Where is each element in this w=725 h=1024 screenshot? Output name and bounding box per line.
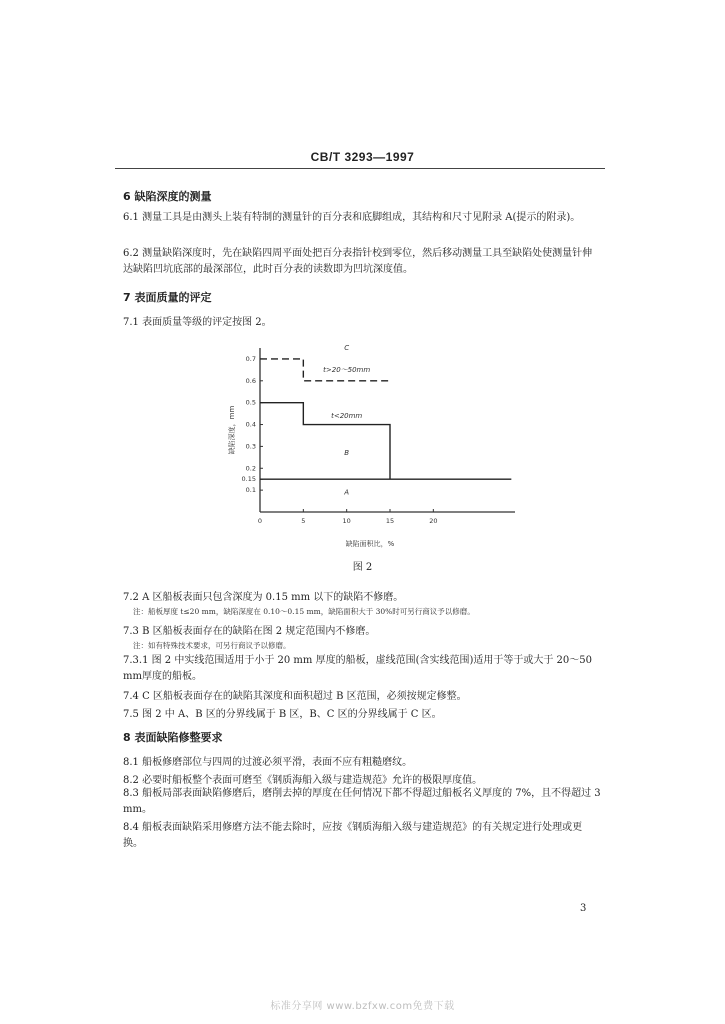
para-7-3-1: 7.3.1 图 2 中实线范围适用于小于 20 mm 厚度的船板，虚线范围(含实线范围)适用于等于或大于 20～50 mm厚度的船板。	[123, 655, 592, 682]
region-c-label: C	[344, 344, 350, 353]
para-7-1: 7.1 表面质量等级的评定按图 2。	[123, 317, 272, 328]
y-tick-label: 0.6	[245, 376, 256, 385]
para-7-3: 7.3 B 区船板表面存在的缺陷在图 2 规定范围内不修磨。	[123, 626, 376, 637]
y-tick-label: 0.4	[245, 420, 256, 429]
x-tick-label: 0	[257, 517, 263, 525]
x-tick-label: 10	[342, 517, 351, 525]
para-7-4: 7.4 C 区船板表面存在的缺陷其深度和面积超过 B 区范围，必须按规定修整。	[123, 691, 467, 702]
para-7-2: 7.2 A 区船板表面只包含深度为 0.15 mm 以下的缺陷不修磨。	[123, 592, 404, 603]
y-tick-label: 0.5	[245, 398, 256, 407]
section-8-title: 8 表面缺陷修整要求	[123, 731, 223, 744]
para-8-3: 8.3 船板局部表面缺陷修磨后，磨削去掉的厚度在任何情况下都不得超过船板名义厚度的 7%，且不得超过 3 mm。	[123, 788, 601, 815]
y-tick-label: 0.2	[245, 464, 256, 473]
note-1: 注：船板厚度 t≤20 mm，缺陷深度在 0.10～0.15 mm，缺陷面积大于 30%时可另行商议予以修磨。	[133, 607, 475, 616]
para-8-1: 8.1 船板修磨部位与四周的过渡必须平滑，表面不应有粗糙磨纹。	[123, 757, 413, 768]
x-tick-label: 15	[385, 517, 395, 525]
solid-boundary-line	[260, 403, 390, 480]
page-number: 3	[580, 903, 587, 914]
para-7-5: 7.5 图 2 中 A、B 区的分界线属于 B 区，B、C 区的分界线属于 C 区。	[123, 709, 442, 720]
document-code: CB/T 3293—1997	[310, 150, 415, 164]
para-6-1: 6.1 测量工具是由测头上装有特制的测量针的百分表和底脚组成，其结构和尺寸见附录 A(提示的附录)。	[123, 212, 581, 223]
para-6-2: 6.2 测量缺陷深度时，先在缺陷四周平面处把百分表指针校到零位，然后移动测量工具至缺陷处使测量针伸达缺陷凹坑底部的最深部位，此时百分表的读数即为凹坑深度值。	[123, 248, 593, 275]
section-7-title: 7 表面质量的评定	[123, 291, 212, 304]
y-axis-label: 缺陷深度，mm	[228, 405, 236, 455]
region-b-label: B	[344, 449, 350, 458]
y-tick-label: 0.7	[245, 354, 256, 363]
x-tick-label: 5	[301, 517, 306, 525]
header-rule	[115, 168, 605, 169]
y-tick-label: 0.1	[245, 486, 256, 495]
thin-plate-label: t<20mm	[331, 411, 363, 420]
x-axis-label: 缺陷面积比，%	[345, 540, 395, 548]
figure-caption: 图 2	[352, 562, 373, 573]
note-2: 注：如有特殊技术要求，可另行商议予以修磨。	[133, 641, 291, 650]
y-tick-label: 0.15	[241, 475, 256, 484]
section-6-title: 6 缺陷深度的测量	[123, 190, 212, 203]
region-a-label: A	[344, 488, 350, 497]
para-8-2: 8.2 必要时船板整个表面可磨至《钢质海船入级与建造规范》允许的极限厚度值。	[123, 775, 483, 786]
para-8-4: 8.4 船板表面缺陷采用修磨方法不能去除时，应按《钢质海船入级与建造规范》的有关规定进行处理或更换。	[123, 822, 583, 849]
thick-plate-label: t>20～50mm	[323, 366, 371, 375]
y-tick-label: 0.3	[245, 442, 256, 451]
x-tick-label: 20	[429, 517, 438, 525]
footer-watermark: 标准分享网 www.bzfxw.com免费下载	[270, 1001, 455, 1012]
